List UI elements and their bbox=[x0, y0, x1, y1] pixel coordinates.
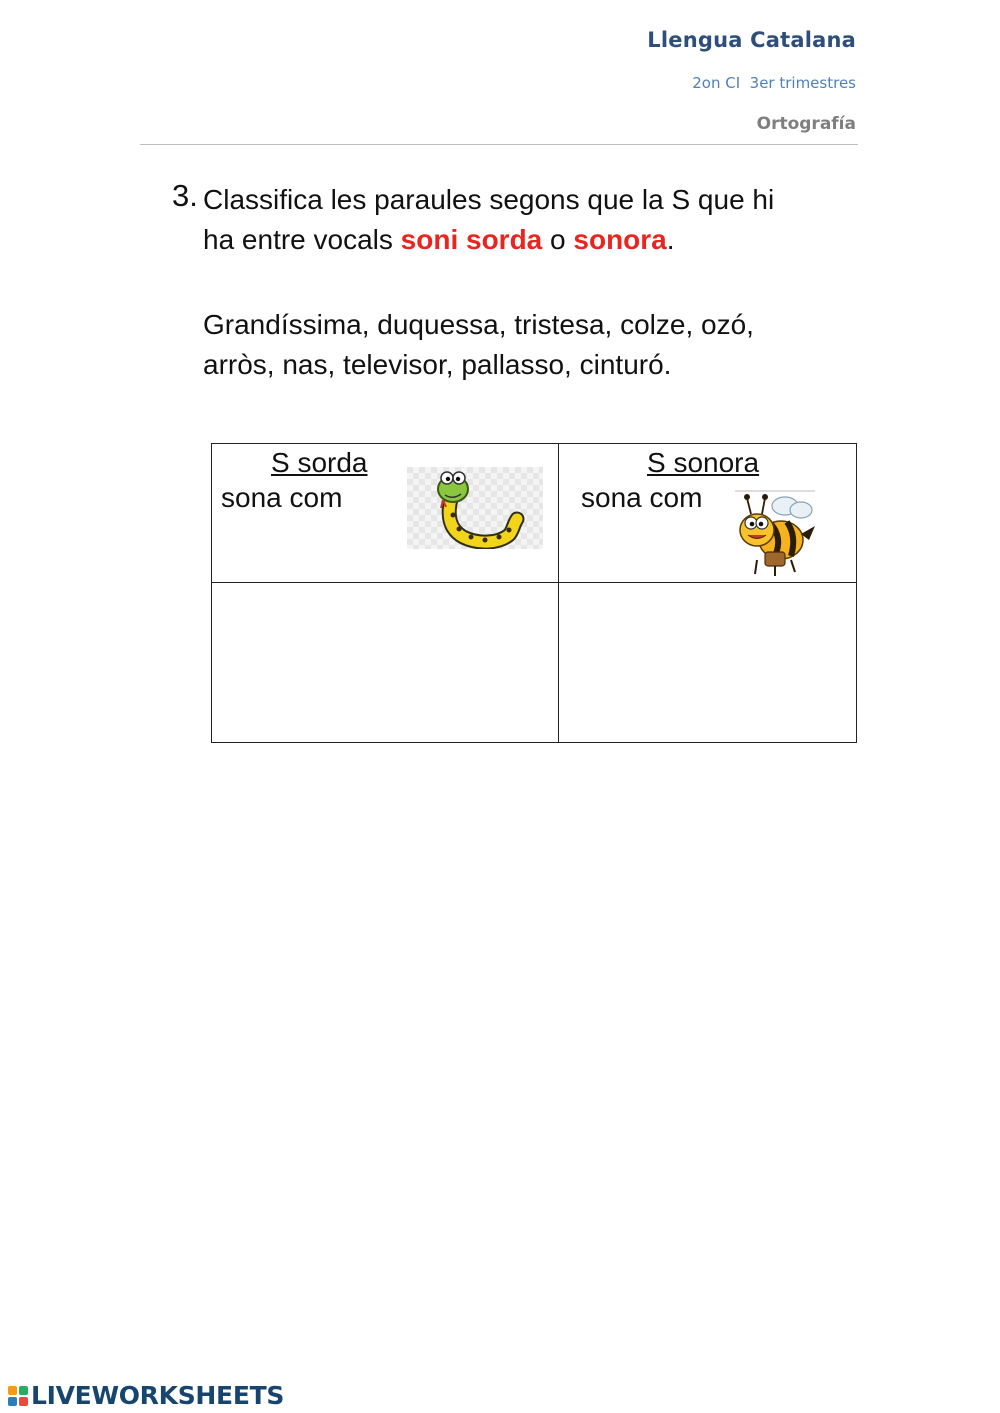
header-divider bbox=[140, 144, 858, 145]
instruction-end: . bbox=[666, 224, 675, 255]
col-sub-sonora: sona com bbox=[581, 482, 703, 513]
highlight-sonora: sonora bbox=[573, 224, 667, 255]
exercise-instruction bbox=[203, 180, 853, 260]
instruction-line-2: ha entre vocals bbox=[203, 224, 401, 255]
answer-cell-sonora[interactable] bbox=[559, 583, 857, 743]
word-list-line-2: arròs, nas, televisor, pallasso, cinturó. bbox=[203, 349, 672, 380]
header-cell-sonora bbox=[559, 444, 857, 583]
brand-logo[interactable] bbox=[8, 1381, 284, 1410]
col-title-sonora: S sonora bbox=[647, 447, 760, 478]
header-subject: Llengua Catalana bbox=[647, 28, 856, 52]
word-list bbox=[203, 305, 853, 385]
classification-table bbox=[211, 443, 857, 743]
col-title-sorda: S sorda bbox=[271, 447, 368, 478]
highlight-soni-sorda: soni sorda bbox=[400, 224, 543, 255]
answer-cell-sorda[interactable] bbox=[212, 583, 559, 743]
header-cell-sorda bbox=[212, 444, 559, 583]
header-topic: Ortografía bbox=[756, 114, 856, 134]
exercise-number: 3. bbox=[172, 178, 198, 213]
snake-icon bbox=[407, 467, 543, 549]
header-course: 2on CI 3er trimestres bbox=[692, 74, 856, 92]
brand-mark-icon bbox=[8, 1386, 28, 1406]
bee-icon bbox=[735, 490, 821, 578]
instruction-line-1: Classifica les paraules segons que la S que hi bbox=[203, 184, 775, 215]
word-list-line-1: Grandíssima, duquessa, tristesa, colze, ozó, bbox=[203, 309, 754, 340]
col-sub-sorda: sona com bbox=[221, 482, 343, 513]
brand-name: LIVEWORKSHEETS bbox=[31, 1381, 285, 1410]
instruction-connector: o bbox=[542, 224, 574, 255]
